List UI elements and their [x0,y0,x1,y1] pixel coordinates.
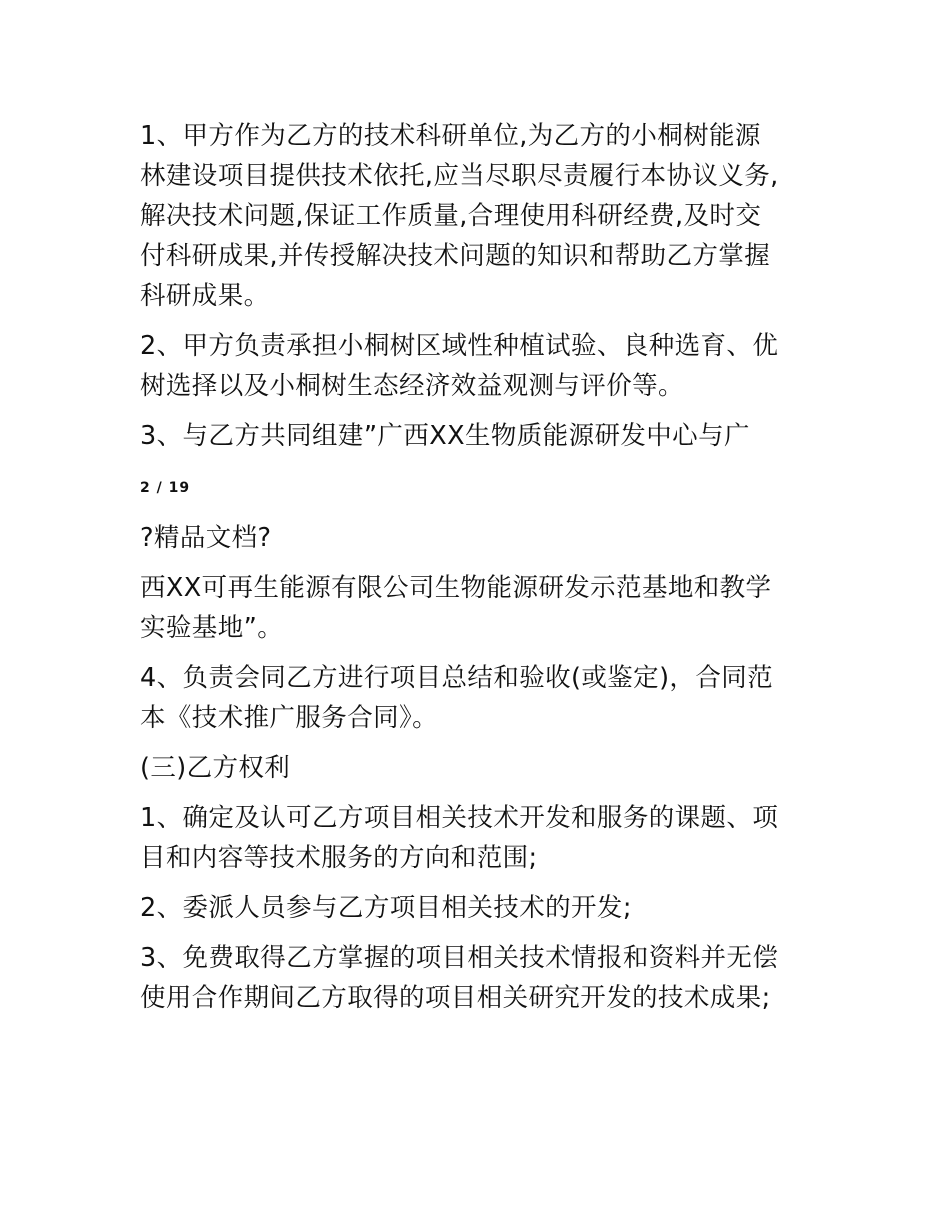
section-heading-party-b-rights [140,748,812,788]
text-line: 西XX可再生能源有限公司生物能源研发示范基地和教学 [140,573,772,603]
text-line: 树选择以及小桐树生态经济效益观测与评价等。 [140,371,684,401]
paragraph-party-a-duty-3 [140,416,812,456]
text-line: 3、与乙方共同组建”广西XX生物质能源研发中心与广 [140,421,750,451]
text-line: 目和内容等技术服务的方向和范围; [140,843,538,873]
text-line: 2、委派人员参与乙方项目相关技术的开发; [140,893,632,923]
paragraph-party-a-duty-3-cont [140,568,812,648]
text-line: 解决技术问题,保证工作质量,合理使用科研经费,及时交 [140,201,762,231]
text-line: 科研成果。 [140,281,270,311]
text-line: 实验基地”。 [140,613,284,643]
text-line: 4、负责会同乙方进行项目总结和验收(或鉴定)，合同范 [140,663,774,693]
paragraph-party-a-duty-4 [140,658,812,738]
document-page [140,116,812,1028]
header-mark: ?精品文档? [140,523,272,553]
text-line: 2、甲方负责承担小桐树区域性种植试验、良种选育、优 [140,331,779,361]
text-line: 付科研成果,并传授解决技术问题的知识和帮助乙方掌握 [140,241,771,271]
paragraph-party-b-right-3 [140,938,812,1018]
text-line: 3、免费取得乙方掌握的项目相关技术情报和资料并无偿 [140,943,779,973]
text-line: 1、确定及认可乙方项目相关技术开发和服务的课题、项 [140,803,779,833]
paragraph-party-b-right-1 [140,798,812,878]
paragraph-party-b-right-2 [140,888,812,928]
paragraph-party-a-duty-1 [140,116,812,316]
text-line: 林建设项目提供技术依托,应当尽职尽责履行本协议义务, [140,161,779,191]
text-line: 本《技术推广服务合同》。 [140,703,439,733]
text-line: 1、甲方作为乙方的技术科研单位,为乙方的小桐树能源 [140,121,761,151]
section-heading: (三)乙方权利 [140,753,291,783]
text-line: 使用合作期间乙方取得的项目相关研究开发的技术成果; [140,983,771,1013]
page-number: 2 / 19 [140,480,191,496]
paragraph-party-a-duty-2 [140,326,812,406]
